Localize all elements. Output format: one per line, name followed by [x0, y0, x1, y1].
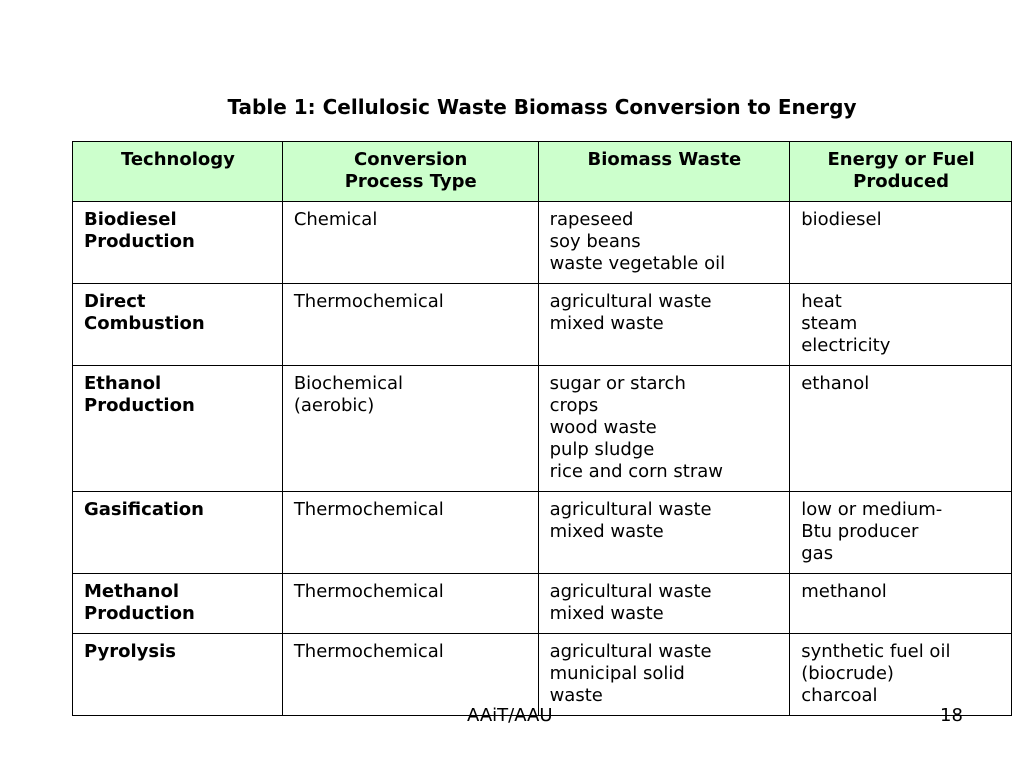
cell-technology: Pyrolysis	[73, 634, 283, 716]
cell-product: low or medium- Btu producer gas	[790, 492, 1012, 574]
cell-process: Thermochemical	[282, 634, 538, 716]
cell-waste: agricultural waste mixed waste	[538, 492, 790, 574]
cell-product: methanol	[790, 574, 1012, 634]
table-row	[73, 634, 1012, 716]
table-title: Table 1: Cellulosic Waste Biomass Conversion to Energy	[227, 95, 857, 119]
cell-waste: agricultural waste mixed waste	[538, 574, 790, 634]
biomass-conversion-table	[72, 141, 1012, 716]
cell-process: Thermochemical	[282, 574, 538, 634]
cell-process: Biochemical (aerobic)	[282, 366, 538, 492]
cell-process: Thermochemical	[282, 284, 538, 366]
cell-waste: rapeseed soy beans waste vegetable oil	[538, 202, 790, 284]
footer-page-number: 18	[940, 705, 963, 726]
cell-technology: Gasification	[73, 492, 283, 574]
cell-product: heat steam electricity	[790, 284, 1012, 366]
table-row	[73, 202, 1012, 284]
table-row	[73, 284, 1012, 366]
cell-waste: sugar or starch crops wood waste pulp sludge rice and corn straw	[538, 366, 790, 492]
cell-technology: Ethanol Production	[73, 366, 283, 492]
header-technology: Technology	[73, 142, 283, 202]
table-row	[73, 574, 1012, 634]
cell-waste: agricultural waste municipal solid waste	[538, 634, 790, 716]
cell-waste: agricultural waste mixed waste	[538, 284, 790, 366]
footer-institution: AAiT/AAU	[467, 705, 553, 726]
cell-technology: Biodiesel Production	[73, 202, 283, 284]
cell-product: biodiesel	[790, 202, 1012, 284]
cell-product: ethanol	[790, 366, 1012, 492]
table-header-row	[73, 142, 1012, 202]
header-energy-or-fuel-produced: Energy or Fuel Produced	[790, 142, 1012, 202]
header-biomass-waste: Biomass Waste	[538, 142, 790, 202]
cell-process: Thermochemical	[282, 492, 538, 574]
cell-technology: Methanol Production	[73, 574, 283, 634]
header-conversion-process-type: Conversion Process Type	[282, 142, 538, 202]
cell-technology: Direct Combustion	[73, 284, 283, 366]
cell-product: synthetic fuel oil (biocrude) charcoal	[790, 634, 1012, 716]
table-row	[73, 366, 1012, 492]
table-row	[73, 492, 1012, 574]
cell-process: Chemical	[282, 202, 538, 284]
